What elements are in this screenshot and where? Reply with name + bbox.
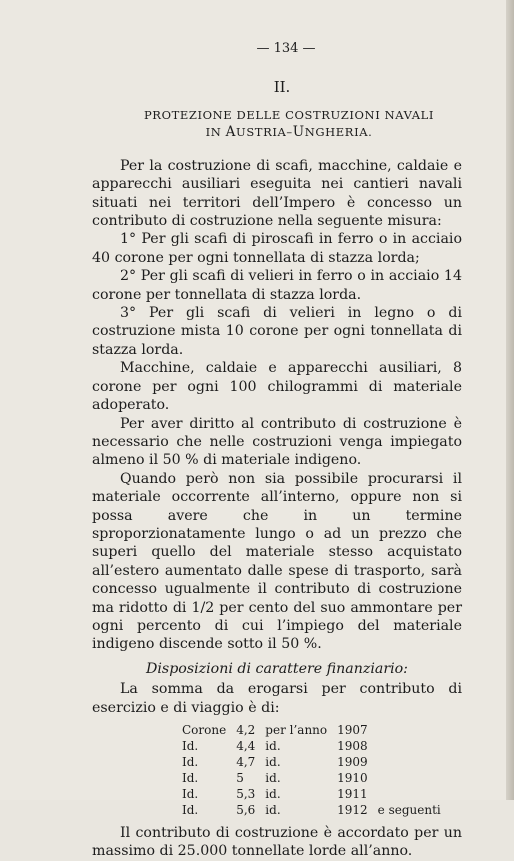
schedule-row: [182, 770, 451, 786]
schedule-unit: id.: [265, 771, 281, 785]
schedule-note: e seguenti: [377, 803, 441, 817]
section-heading: [116, 107, 462, 141]
paragraph-exception: Quando però non sia possibile procurarsi il materiale occorrente all’interno, oppure non si possa avere che in un termine sproporzionatamente lungo o ad un prezzo che superi quello del materiale stesso acquistato all’estero aumentato dalle spese di trasporto, sarà concesso ugualmente il contributo di costruzione ma ridotto di 1/2 per cento del suo ammontare per ogni percento di cui l’impiego del materiale indigeno discende sotto il 50 %.: [92, 470, 462, 653]
paragraph-item-1: 1° Per gli scafi di piroscafi in ferro o in acciaio 40 corone per ogni tonnellata di stazza lorda;: [92, 231, 462, 266]
schedule-year: 1910: [337, 771, 368, 785]
schedule-label: Corone: [182, 723, 227, 737]
heading-initial-u: U: [292, 123, 305, 140]
page-number: — 134 —: [256, 41, 316, 56]
text-block: [92, 40, 462, 861]
schedule-row: [182, 802, 451, 818]
schedule-year: 1909: [337, 755, 368, 769]
paragraph-item-3: 3° Per gli scafi di velieri in legno o di costruzione mista 10 corone per ogni tonnellata di stazza lorda.: [92, 305, 462, 358]
paragraph-machines: Macchine, caldaie e apparecchi ausiliari, 8 corone per ogni 100 chilogrammi di materiale adoperato.: [92, 360, 462, 414]
schedule-amount: 4,2: [236, 723, 256, 737]
section-number: II.: [273, 78, 291, 97]
schedule-row: [182, 722, 451, 738]
schedule-unit: id.: [265, 787, 281, 801]
heading-in: IN: [205, 124, 222, 139]
schedule-note: [378, 770, 451, 786]
schedule-unit: id.: [265, 739, 281, 753]
heading-line-1: PROTEZIONE DELLE COSTRUZIONI NAVALI: [143, 107, 435, 122]
paragraph-closing: Il contributo di costruzione è accordato per un massimo di 25.000 tonnellate lorde all’anno.: [92, 825, 462, 860]
schedule-label: Id.: [182, 787, 199, 801]
body-text: [92, 157, 462, 861]
schedule-year: 1908: [337, 739, 368, 753]
schedule-label: Id.: [182, 771, 199, 785]
paragraph-intro: Per la costruzione di scafi, macchine, caldaie e apparecchi ausiliari eseguita nei cantieri navali situati nei territori dell’Impero è concesso un contributo di costruzione nella seguente misura:: [92, 157, 462, 230]
heading-period: .: [368, 124, 373, 139]
page-edge: [506, 0, 514, 800]
schedule-label: Id.: [182, 739, 199, 753]
heading-dash: –: [286, 124, 293, 139]
schedule-note: [378, 754, 451, 770]
schedule-row: [182, 738, 451, 754]
paragraph-requirement: Per aver diritto al contributo di costruzione è necessario che nelle costruzioni venga impiegato almeno il 50 % di materiale indigeno.: [92, 415, 462, 469]
schedule-unit: id.: [265, 803, 281, 817]
heading-ungheria: NGHERIA: [304, 124, 369, 139]
heading-line-2: [116, 124, 462, 141]
schedule-unit: id.: [265, 755, 281, 769]
heading-austria: USTRIA: [236, 124, 287, 139]
heading-initial-a: A: [225, 123, 237, 140]
schedule-amount: 5,6: [236, 803, 256, 817]
paragraph-item-2: 2° Per gli scafi di velieri in ferro o in acciaio 14 corone per tonnellata di stazza lorda.: [92, 268, 462, 303]
schedule-year: 1911: [337, 787, 368, 801]
schedule-label: Id.: [182, 755, 199, 769]
paragraph-amount-intro: La somma da erogarsi per contributo di esercizio e di viaggio è di:: [92, 681, 462, 716]
schedule-note: [378, 738, 451, 754]
schedule-note: [378, 722, 451, 738]
schedule-label: Id.: [182, 803, 199, 817]
schedule-year: 1907: [337, 723, 368, 737]
schedule-amount: 5,3: [236, 787, 256, 801]
schedule-amount: 5: [236, 771, 244, 785]
schedule-row: [182, 754, 451, 770]
financial-subheading: Disposizioni di carattere finanziario:: [146, 660, 408, 677]
schedule-year: 1912: [337, 803, 368, 817]
schedule-unit: per l’anno: [265, 723, 328, 737]
schedule-amount: 4,4: [236, 739, 256, 753]
contribution-schedule: [182, 722, 451, 818]
schedule-amount: 4,7: [236, 755, 256, 769]
